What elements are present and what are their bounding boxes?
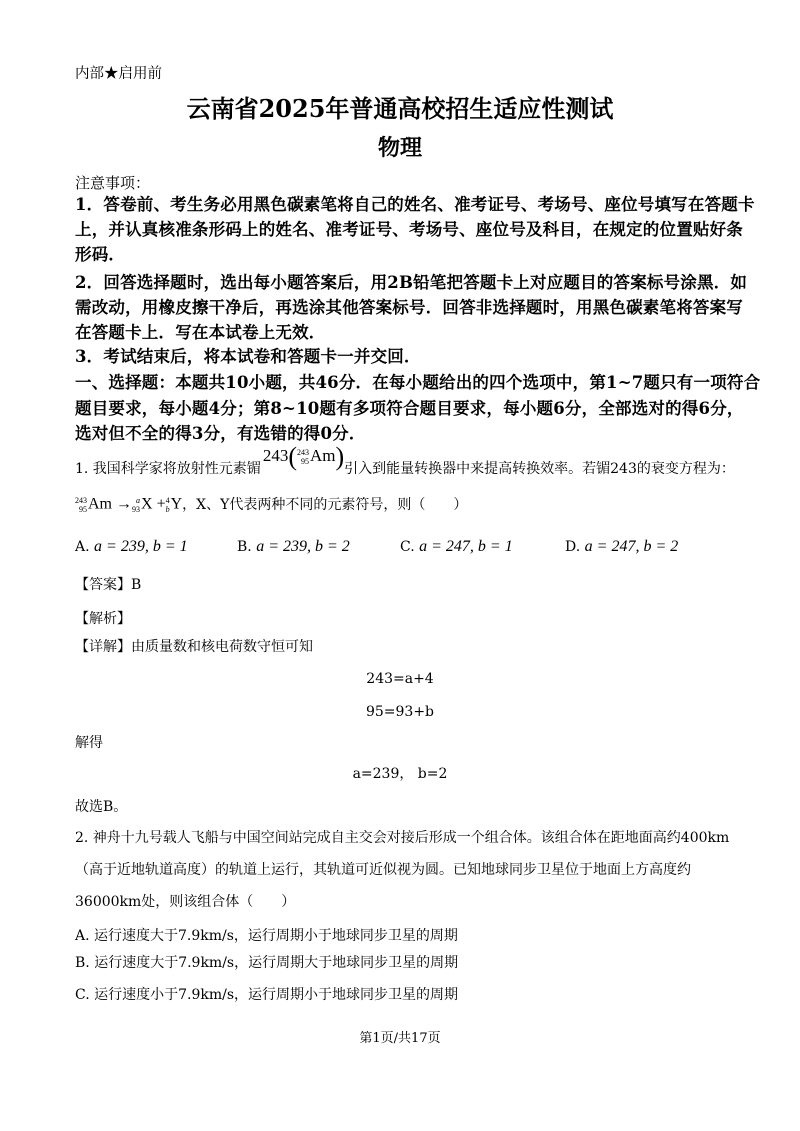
opt-a: a = 247, (419, 538, 478, 555)
notice-heading: 注意事项： (75, 174, 151, 192)
result: a=239， b=2 (352, 766, 448, 782)
q2-line: 2. 神舟十九号载人飞船与中国空间站完成自主交会对接后形成一个组合体。该组合体在距地面高约400km (75, 830, 730, 846)
decay-equation (75, 496, 182, 514)
q2-option-a: A. 运行速度大于7.9km/s，运行周期小于地球同步卫星的周期 (75, 928, 458, 944)
opt-b: b = 2 (643, 538, 679, 555)
q1-answer: 【答案】B (75, 577, 142, 593)
confidential-label: 内部★启用前 (75, 66, 162, 82)
equation-1: 243=a+4 (366, 671, 434, 687)
equation-2: 95=93+b (365, 704, 435, 720)
opt-a: a = 239, (256, 538, 315, 555)
sup: 4 (165, 496, 170, 505)
q1-option-c (400, 538, 513, 556)
section-line: 题目要求，每小题4分；第8~10题有多项符合题目要求，每小题6分，全部选对的得6分， (75, 399, 744, 418)
conclusion: 故选B。 (75, 799, 128, 815)
notice-line: 在答题卡上．写在本试卷上无效． (75, 323, 326, 342)
q1-prefix: 1. 我国科学家将放射性元素镅 (75, 461, 261, 477)
sub: b (165, 505, 170, 514)
q1-line2-suffix: ，X、Y代表两种不同的元素符号，则（ ） (182, 497, 468, 513)
section-line: 选对但不全的得3分，有选错的得0分． (75, 424, 366, 443)
opt-label: A. (75, 539, 90, 555)
opt-label: D. (565, 539, 581, 555)
q2-line: （高于近地轨道高度）的轨道上运行，其轨道可近似视为圆。已知地球同步卫星位于地面上方高度约 (75, 862, 691, 878)
x: X (141, 495, 153, 513)
sup: a (136, 496, 140, 505)
symbol: Am (309, 445, 336, 465)
opt-label: B. (237, 539, 252, 555)
q2-option-c: C. 运行速度小于7.9km/s，运行周期小于地球同步卫星的周期 (75, 987, 459, 1003)
notice-line: 需改动，用橡皮擦干净后，再选涂其他答案标号．回答非选择题时，用黑色碳素笔将答案写 (75, 298, 743, 317)
opt-b: b = 1 (152, 538, 188, 555)
notice-line: 上，并认真核准条形码上的姓名、准考证号、考场号、座位号及科目，在规定的位置贴好条 (75, 220, 743, 239)
opt-a: a = 247, (584, 538, 644, 555)
opt-b: b = 1 (477, 538, 513, 555)
exam-title: 云南省2025年普通高校招生适应性测试 (186, 94, 614, 123)
q2-option-b: B. 运行速度大于7.9km/s，运行周期大于地球同步卫星的周期 (75, 955, 459, 971)
notice-line: 形码． (75, 245, 126, 264)
sub: 93 (132, 505, 140, 514)
mass-number: 243 (262, 445, 289, 465)
section-line: 一、选择题：本题共10小题，共46分．在每小题给出的四个选项中，第1~7题只有一项符合 (75, 373, 761, 392)
q2-line: 36000km处，则该组合体（ ） (75, 894, 296, 910)
q1-suffix: 引入到能量转换器中来提高转换效率。若镅243的衰变方程为： (344, 461, 735, 477)
opt-b: b = 2 (315, 538, 350, 555)
solve-label: 解得 (75, 735, 103, 751)
sup: 243 (296, 448, 309, 457)
subject-title: 物理 (377, 135, 422, 161)
q1-detail: 【详解】由质量数和核电荷数守恒可知 (75, 639, 313, 655)
arrow: → (116, 495, 132, 513)
opt-a: a = 239, (94, 538, 153, 555)
q1-option-a (75, 538, 188, 556)
notice-line: 2．回答选择题时，选出每小题答案后，用2B铅笔把答题卡上对应题目的答案标号涂黑．如 (75, 273, 748, 292)
y: Y (170, 495, 183, 513)
q1-line2 (75, 496, 467, 514)
q1-option-b (237, 538, 350, 556)
plus: + (156, 495, 166, 513)
q1-option-d (565, 538, 678, 556)
q1-line1 (75, 442, 735, 478)
nuclide-formula: 243( 243 95 Am) (262, 442, 345, 471)
symbol: Am (88, 495, 112, 513)
notice-line: 3．考试结束后，将本试卷和答题卡一并交回． (75, 347, 421, 366)
sub: 95 (300, 457, 309, 466)
sub: 95 (79, 505, 87, 514)
q1-analysis: 【解析】 (75, 611, 131, 627)
sup: 243 (75, 496, 87, 505)
opt-label: C. (400, 539, 415, 555)
notice-line: 1．答卷前、考生务必用黑色碳素笔将自己的姓名、准考证号、考场号、座位号填写在答题卡 (75, 195, 755, 214)
page-footer: 第1页/共17页 (359, 1031, 441, 1046)
